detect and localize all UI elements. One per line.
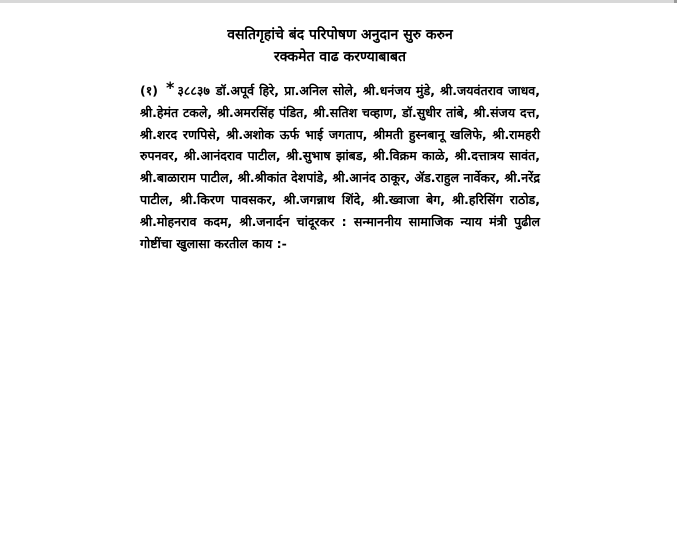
title-line-2: रक्कमेत वाढ करण्याबाबत (274, 49, 406, 65)
question-id: ३८८३७ (177, 83, 210, 98)
starred-question-mark: * (165, 78, 175, 97)
document-page (140, 24, 540, 267)
question-text: सन्माननीय सामाजिक न्याय मंत्री पुढील गोष्टींचा खुलासा करतील काय :- (140, 213, 541, 251)
question-members: डॉ.अपूर्व हिरे, प्रा.अनिल सोले, श्री.धनंजय मुंडे, श्री.जयवंतराव जाधव, श्री.हेमंत टकले, श्री.अमरसिंह पंडित, श्री.सतिश चव्हाण, डॉ.सुधीर तांबे, श्री.संजय दत्त, श्री.शरद रणपिसे, श्री.अशोक ऊर्फ भाई जगताप, श्रीमती हुस्नबानू खलिफे, श्री.रामहरी रुपनवर, श्री.आनंदराव पाटील, श्री.सुभाष झांबड, श्री.विक्रम काळे, श्री.दत्तात्रय सावंत, श्री.बाळाराम पाटील, श्री.श्रीकांत देशपांडे, श्री.आनंद ठाकूर, ॲड.राहुल नार्वेकर, श्री.नरेंद्र पाटील, श्री.किरण पावसकर, श्री.जगन्नाथ शिंदे, श्री.ख्वाजा बेग, श्री.हरिसिंग राठोड, श्री.मोहनराव कदम, श्री.जनार्दन चांदूरकर (140, 83, 540, 229)
question-number: (१) (140, 83, 158, 98)
question-separator: : (334, 213, 354, 229)
page-top-border (0, 0, 677, 3)
title-line-1: वसतिगृहांचे बंद परिपोषण अनुदान सुरु करुन (227, 27, 453, 43)
document-title (140, 24, 540, 68)
question-paragraph (140, 80, 540, 254)
